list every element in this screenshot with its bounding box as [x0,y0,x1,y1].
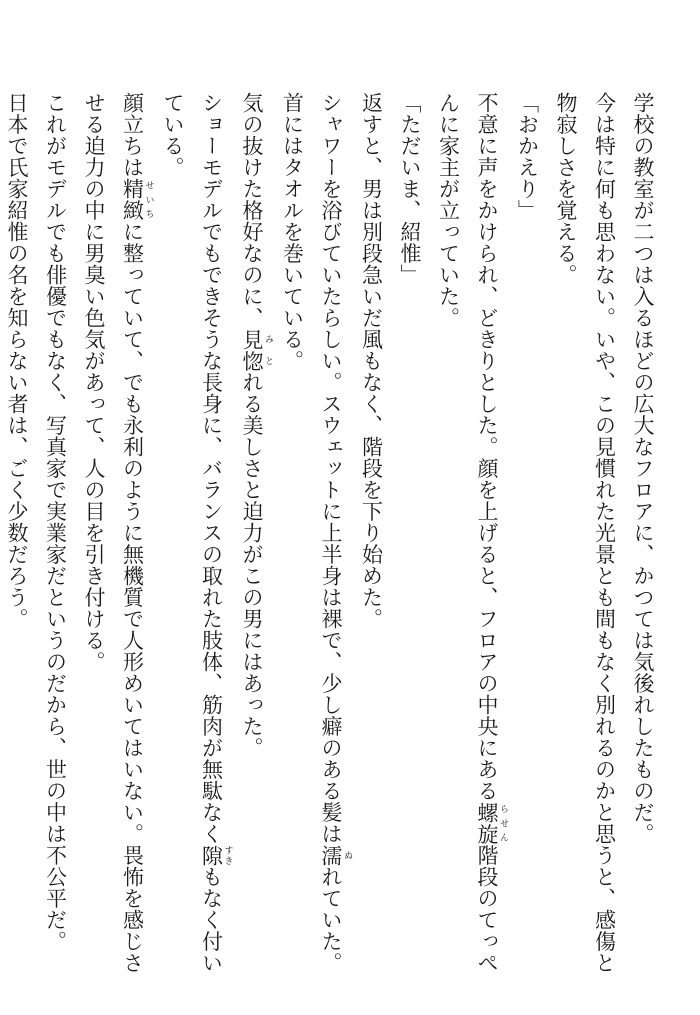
text-line: 「ただいま、紹惟」 [398,92,422,286]
text-line: 首にはタオルを巻いている。 [280,92,305,372]
text-line: 学校の教室が二つは入るほどの広大なフロアに、かつては気後れしたものだ。 [631,92,655,845]
vertical-text-body [5,92,662,974]
text-line: 日本で氏家紹惟の名を知らない者は、ごく少数だろう。 [5,92,29,630]
text-line: 「おかえり」 [515,92,540,221]
text-line: ている。 [161,92,185,178]
furigana-mito: 見惚 みと [240,328,273,372]
text-line: んに家主が立っていた。 [436,92,461,329]
text-line: せる迫力の中に男臭い色気があって、人の目を引き付ける。 [82,92,106,673]
text-line: 物寂しさを覚える。 [554,92,578,286]
text-line: 不意に声をかけられ、どきりとした。顔を上げると、フロアの中央にある螺旋 らせん階段のてっぺ [475,92,508,974]
text-line: 顔立ちは精緻 せいちに整っていて、でも永利のように無機質で人形めいてはいない。畏怖を感じさ [120,92,154,974]
text-line: 今は特に何も思わない。いや、この見慣れた光景とも間もなく別れるのかと思うと、感傷と [592,92,617,974]
furigana-nure: 濡 ぬ [319,844,352,866]
text-line: これがモデルでも俳優でもなく、写真家で実業家だというのだから、世の中は不公平だ。 [43,92,68,952]
text-line: 返すと、男は別段急いだ風もなく、階段を下り始めた。 [359,92,384,630]
text-line: ショーモデルでもできそうな長身に、バランスの取れた肢体、筋肉が無駄なく隙 すきもなく付い [199,92,233,974]
furigana-rasen: 螺旋 らせん [475,801,508,845]
text-line: 気の抜けた格好なのに、見惚 みとれる美しさと迫力がこの男にはあった。 [240,92,273,759]
furigana-suki: 隙 すき [199,844,233,866]
text-line: シャワーを浴びていたらしい。スウェットに上半身は裸で、少し癖のある髪は濡 ぬれていた。 [319,92,352,974]
furigana-seichi: 精緻 せいち [120,178,154,221]
